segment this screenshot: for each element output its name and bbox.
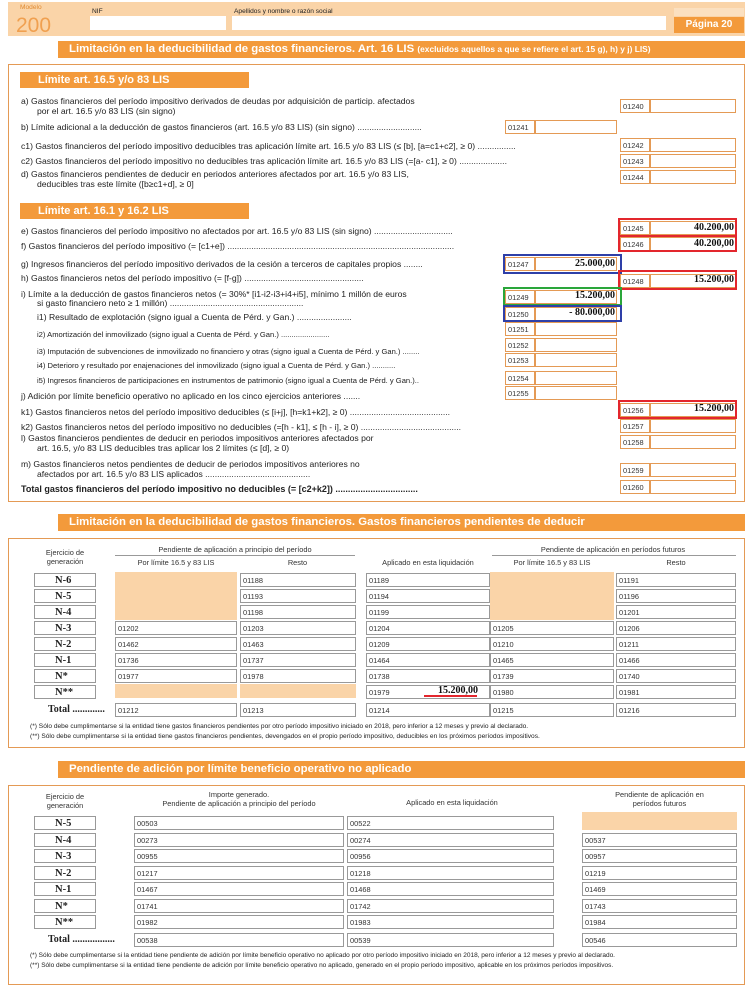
s3-cell-code: 01984 [585, 918, 606, 927]
row-b-text: b) Límite adicional a la deducción de gastos financieros (art. 16.5 y/o 83 LIS) (sin signo) ........................... [21, 122, 422, 132]
s3-cell-code: 01468 [350, 885, 371, 894]
s2-cell-code: 01738 [369, 672, 390, 681]
s2-cell[interactable] [366, 637, 490, 651]
row-j-text: j) Adición por límite beneficio operativo no aplicado en los cinco ejercicios anteriores ....... [21, 391, 361, 401]
s2-total-cell[interactable] [490, 703, 614, 717]
row-g-text: g) Ingresos financieros del período impositivo derivados de la cesión a terceros de capitales propios ........ [21, 259, 423, 269]
field-01241[interactable] [535, 120, 617, 134]
row-l-text-2: art. 16.5, y/o 83 LIS deducibles tras aplicar los 2 límites (≤ [d], ≥ 0) [37, 443, 290, 453]
s2-col-ejercicio [34, 549, 96, 566]
s2-cell[interactable] [490, 637, 614, 651]
s2-col-ejercicio-1: Ejercicio de [45, 548, 85, 557]
s3-row-label: N-3 [34, 849, 96, 863]
value-01256: 15.200,00 [694, 403, 734, 414]
code-01246: 01246 [620, 237, 650, 251]
code-01241: 01241 [505, 120, 535, 134]
code-01243: 01243 [620, 154, 650, 168]
highlight-01256 [618, 400, 737, 419]
s2-row-label: N* [34, 669, 96, 683]
s2-col-pend-futuros: Pendiente de aplicación en períodos futuros [540, 545, 686, 554]
s2-cell[interactable] [240, 589, 356, 603]
s2-row-label: N-1 [34, 653, 96, 667]
s3-note1: (*) Sólo debe cumplimentarse si la entidad tiene pendiente de adición por límite beneficio operativo no aplicado por otro período impositivo iniciado en 2018, pero inferior a 12 meses y previo al declarado. [30, 952, 615, 959]
s3-cell[interactable] [134, 882, 344, 896]
s2-cell[interactable] [366, 589, 490, 603]
code-01256: 01256 [620, 403, 650, 417]
s3-total-code: 00546 [585, 935, 606, 945]
code-01247: 01247 [505, 257, 535, 271]
page-badge: Página 20 [674, 17, 744, 33]
row-i5-text: i5) Ingresos financieros de participaciones en instrumentos de patrimonio (signo igual a Cuenta de Pérd. y Gan.).. [37, 376, 420, 385]
s2-row-label: N-2 [34, 637, 96, 651]
s2-row-label: N** [34, 685, 96, 699]
s3-cell-code: 00955 [137, 852, 158, 861]
highlight-01246 [618, 235, 737, 252]
s2-cell[interactable] [366, 605, 490, 619]
s2-shade-c1-nn [115, 684, 237, 698]
s2-cell-code: 01740 [619, 672, 640, 681]
s2-cell[interactable] [240, 621, 356, 635]
field-01240[interactable] [650, 99, 736, 113]
s2-cell[interactable] [616, 637, 736, 651]
s3-col-ejercicio [34, 793, 96, 810]
field-01258[interactable] [650, 435, 736, 449]
field-01242[interactable] [650, 138, 736, 152]
s3-col-pend-2: períodos futuros [632, 798, 687, 808]
row-k2-text: k2) Gastos financieros netos del período impositivo no deducibles (=[h - k1], ≤ [h - i], ≥ 0) .......................................... [21, 422, 462, 432]
section3-title: Pendiente de adición por límite beneficio operativo no aplicado [58, 761, 745, 778]
row-c1-text: c1) Gastos financieros del período impositivo deducibles tras aplicación límite art. 16.5 y/o 83 LIS (≤ [b], [a=c1+c2], ≥ 0) ................ [21, 141, 516, 151]
row-i-text: i) Límite a la deducción de gastos financieros netos (= 30%* [i1-i2-i3+i4+i5], mínimo 1 millón de euros [21, 289, 407, 299]
s3-cell[interactable] [582, 849, 737, 863]
s2-col-pend-principio: Pendiente de aplicación a principio del período [158, 545, 312, 554]
row-i4-text: i4) Deterioro y resultado por enajenaciones del inmovilizado (signo igual a Cuenta de Pérd. y Gan.) ........... [37, 361, 396, 370]
field-01255[interactable] [535, 386, 617, 400]
s2-col-resto2: Resto [666, 558, 686, 567]
field-01243[interactable] [650, 154, 736, 168]
s2-cell-code: 01202 [118, 624, 139, 633]
highlight-01248 [618, 270, 737, 290]
s3-row-label: N-2 [34, 866, 96, 880]
s2-col-pend-futuros-line [492, 555, 736, 556]
field-01257[interactable] [650, 419, 736, 433]
s2-total-code: 01215 [493, 706, 514, 715]
row-k1-text: k1) Gastos financieros netos del período impositivo deducibles (≤ [i+j], [h=k1+k2], ≥ 0) .......................................... [21, 407, 451, 417]
row-d-text: d) Gastos financieros pendientes de deducir en periodos anteriores afectados por art. 16.5 y/o 83 LIS, [21, 169, 409, 179]
s3-cell-code: 01469 [585, 885, 606, 894]
row-a-text-2: por el art. 16.5 y/o 83 LIS (sin signo) [37, 106, 176, 116]
s3-col-aplicado: Aplicado en esta liquidación [406, 798, 498, 807]
s2-total-label: Total ............. [48, 704, 105, 715]
s3-cell[interactable] [347, 866, 554, 880]
code-01242: 01242 [620, 138, 650, 152]
value-01249: 15.200,00 [575, 290, 615, 301]
s2-cell-code: 01189 [369, 576, 390, 585]
s2-cell-code: 01210 [493, 640, 514, 649]
s2-cell[interactable] [616, 589, 736, 603]
row-m-text-2: afectados por art. 16.5 y/o 83 LIS aplicados ............................................ [37, 469, 311, 479]
s2-total-code: 01216 [619, 706, 640, 715]
row-l-text: l) Gastos financieros pendientes de deducir en periodos impositivos anteriores afectados por [21, 433, 374, 443]
row-e-text: e) Gastos financieros del período impositivo no afectados por art. 16.5 y/o 83 LIS (sin signo) ................................. [21, 226, 453, 236]
s2-cell[interactable] [616, 621, 736, 635]
s3-cell-code: 01467 [137, 885, 158, 894]
s3-total-code: 00539 [350, 935, 371, 945]
modelo-label: Modelo [20, 4, 42, 11]
modelo-number: 200 [16, 14, 52, 37]
row-c2-text: c2) Gastos financieros del período impositivo no deducibles tras aplicación límite art. 16.5 y/o 83 LIS (=[a- c1], ≥ 0) .................... [21, 156, 507, 166]
s2-cell-code: 01739 [493, 672, 514, 681]
highlight-01247 [503, 254, 622, 274]
s2-cell[interactable] [616, 605, 736, 619]
field-01260[interactable] [650, 480, 736, 494]
s2-cell-code: 01203 [243, 624, 264, 633]
s2-cell[interactable] [240, 637, 356, 651]
s2-cell[interactable] [240, 573, 356, 587]
s3-cell-code: 01741 [137, 901, 158, 911]
nif-field[interactable] [90, 16, 226, 30]
s3-shade-top [582, 812, 737, 830]
section1-title-text: Limitación en la deducibilidad de gastos financieros. Art. 16 LIS [69, 43, 415, 55]
code-01251: 01251 [505, 322, 535, 336]
s3-cell[interactable] [347, 915, 554, 929]
s2-shade-c4-top [490, 572, 614, 620]
s2-cell-code: 01736 [118, 656, 139, 665]
s2-note2: (**) Sólo debe cumplimentarse si la entidad tiene gastos financieros pendientes, devengados en el propio período impositivo, deducibles en los próximos períodos impositivos. [30, 733, 540, 740]
s3-cell-code: 01217 [137, 868, 158, 878]
row-d-text-2: deducibles tras este límite ([b≥c1+d], ≥ 0] [37, 179, 194, 189]
s3-cell[interactable] [347, 849, 554, 863]
s2-cell[interactable] [366, 621, 490, 635]
section1-title [58, 41, 745, 58]
s2-cell-code: 01979 [369, 688, 390, 697]
s3-cell-code: 00274 [350, 835, 371, 845]
code-01249: 01249 [505, 290, 535, 304]
s3-row-label: N-5 [34, 816, 96, 830]
s3-cell[interactable] [582, 833, 737, 847]
s2-cell[interactable] [490, 669, 614, 683]
s2-total-cell[interactable] [115, 703, 237, 717]
s2-cell-code: 01204 [369, 624, 390, 633]
s3-row-label: N-1 [34, 882, 96, 896]
s3-total-cell[interactable] [347, 933, 554, 947]
s3-note2: (**) Sólo debe cumplimentarse si la entidad tiene pendiente de adición por límite beneficio operativo no aplicado, generado en el propio período impositivo, aplicable en los próximos períodos impositivos. [30, 962, 614, 969]
s2-cell[interactable] [616, 669, 736, 683]
s2-col-ejercicio-2: generación [46, 556, 84, 566]
s2-cell[interactable] [616, 653, 736, 667]
s3-cell-code: 01743 [585, 901, 606, 911]
s2-col-resto: Resto [287, 558, 308, 567]
s3-cell[interactable] [134, 833, 344, 847]
s3-cell-code: 00956 [350, 852, 371, 861]
row-i2-text: i2) Amortización del inmovilizado (signo igual a Cuenta de Pérd. y Gan.) ....................... [37, 330, 330, 339]
s3-col-importe [134, 791, 344, 808]
s3-cell[interactable] [582, 915, 737, 929]
s3-cell[interactable] [134, 849, 344, 863]
code-01245: 01245 [620, 221, 650, 235]
page-badge-top [674, 8, 744, 16]
s2-total-code: 01213 [243, 706, 264, 715]
s3-col-ejercicio-2: generación [46, 800, 84, 810]
s2-col-limite2: Por límite 16.5 y 83 LIS [513, 558, 591, 567]
s2-cell[interactable] [115, 669, 237, 683]
s3-cell[interactable] [134, 866, 344, 880]
s2-cell-code: 01191 [619, 576, 640, 585]
s2-cell[interactable] [240, 605, 356, 619]
s2-col-pend-principio-line [115, 555, 355, 556]
s2-cell-code: 01201 [619, 608, 640, 617]
s3-cell-code: 01982 [137, 918, 158, 927]
field-01253[interactable] [535, 353, 617, 367]
s2-row-label: N-5 [34, 589, 96, 603]
value-01245: 40.200,00 [694, 222, 734, 233]
s2-row-label: N-4 [34, 605, 96, 619]
s2-shade-c1-top [115, 572, 237, 620]
s2-cell-code: 01462 [118, 640, 139, 649]
s2-cell[interactable] [115, 653, 237, 667]
highlight-01249 [503, 287, 622, 306]
code-01248: 01248 [620, 274, 650, 288]
s2-cell[interactable] [490, 621, 614, 635]
s2-cell-code: 01463 [243, 640, 264, 649]
field-01254[interactable] [535, 371, 617, 385]
s3-total-cell[interactable] [134, 933, 344, 947]
s2-value-01979: 15.200,00 [438, 685, 478, 696]
s3-col-importe-1: Importe generado. [208, 790, 270, 799]
value-01248: 15.200,00 [694, 274, 734, 285]
s2-cell[interactable] [115, 621, 237, 635]
code-01258: 01258 [620, 435, 650, 449]
row-i-text-2: si gasto financiero neto ≥ 1 millón) ........................................................ [37, 298, 304, 308]
s3-cell-code: 01219 [585, 868, 606, 878]
name-field[interactable] [232, 16, 666, 30]
s3-cell-code: 00273 [137, 835, 158, 845]
s2-shade-c2-nn [240, 684, 356, 698]
s2-cell[interactable] [490, 653, 614, 667]
section2-title: Limitación en la deducibilidad de gastos financieros. Gastos financieros pendientes de deducir [58, 514, 745, 531]
s2-cell-code: 01980 [493, 688, 514, 697]
s3-cell[interactable] [134, 816, 344, 830]
s3-row-label: N** [34, 915, 96, 929]
s2-col-limite: Por límite 16.5 y 83 LIS [137, 558, 215, 567]
name-label: Apellidos y nombre o razón social [234, 8, 333, 15]
s2-cell-code: 01206 [619, 624, 640, 633]
s2-cell-code: 01981 [619, 688, 640, 697]
s3-row-label: N* [34, 899, 96, 913]
s2-cell-code: 01464 [369, 656, 390, 665]
s3-total-code: 00538 [137, 935, 158, 945]
s2-col-aplicado: Aplicado en esta liquidación [382, 558, 474, 567]
highlight-01250 [503, 305, 622, 322]
s2-row-label: N-3 [34, 621, 96, 635]
s3-cell-code: 00522 [350, 819, 371, 828]
row-total-text: Total gastos financieros del período impositivo no deducibles (= [c2+k2]) ................................. [21, 484, 418, 494]
s2-cell[interactable] [240, 669, 356, 683]
s3-cell[interactable] [347, 833, 554, 847]
s2-total-code: 01214 [369, 706, 390, 715]
field-01251[interactable] [535, 322, 617, 336]
s2-cell-code: 01465 [493, 656, 514, 665]
s3-cell[interactable] [347, 882, 554, 896]
s2-cell-code: 01196 [619, 592, 640, 601]
s3-cell[interactable] [134, 915, 344, 929]
code-01250: 01250 [505, 307, 535, 321]
s3-cell-code: 01983 [350, 918, 371, 927]
row-m-text: m) Gastos financieros netos pendientes de deducir de periodos impositivos anteriores no [21, 459, 360, 469]
row-i3-text: i3) Imputación de subvenciones de inmovilizado no financiero y otras (signo igual a Cuenta de Pérd. y Gan.) ........ [37, 347, 420, 356]
s3-cell[interactable] [134, 899, 344, 913]
s3-cell-code: 01742 [350, 901, 371, 911]
s2-cell-code: 01737 [243, 656, 264, 665]
s2-cell[interactable] [490, 685, 614, 699]
code-01254: 01254 [505, 371, 535, 385]
s3-cell-code: 01218 [350, 868, 371, 878]
s3-cell[interactable] [582, 866, 737, 880]
s2-cell-code: 01978 [243, 672, 264, 681]
s3-col-pend-1: Pendiente de aplicación en [615, 790, 704, 799]
s3-cell[interactable] [582, 899, 737, 913]
s2-cell-code: 01198 [243, 608, 264, 617]
field-01259[interactable] [650, 463, 736, 477]
s2-cell[interactable] [240, 653, 356, 667]
s2-cell[interactable] [366, 669, 490, 683]
row-h-text: h) Gastos financieros netos del período impositivo (= [f-g]) .................................................. [21, 273, 364, 283]
s3-col-ejercicio-1: Ejercicio de [45, 792, 85, 801]
s2-row-label: N-6 [34, 573, 96, 587]
s2-cell-code: 01211 [619, 640, 640, 649]
s3-col-importe-2: Pendiente de aplicación a principio del período [162, 798, 316, 808]
s2-cell-code: 01193 [243, 592, 264, 601]
s2-cell-code: 01466 [619, 656, 640, 665]
s3-total-cell[interactable] [582, 933, 737, 947]
code-01260: 01260 [620, 480, 650, 494]
s3-total-label: Total ................. [48, 933, 115, 945]
s2-total-code: 01212 [118, 706, 139, 715]
s2-total-cell[interactable] [240, 703, 356, 717]
s3-row-label: N-4 [34, 833, 96, 847]
code-01257: 01257 [620, 419, 650, 433]
value-01247: 25.000,00 [575, 258, 615, 269]
subsection-limite-16-5: Límite art. 16.5 y/o 83 LIS [20, 72, 249, 88]
subsection-limite-16-1: Límite art. 16.1 y 16.2 LIS [20, 203, 249, 219]
field-01252[interactable] [535, 338, 617, 352]
s3-cell[interactable] [582, 882, 737, 896]
s2-total-cell[interactable] [616, 703, 736, 717]
s2-cell[interactable] [616, 685, 736, 699]
s2-cell-code: 01194 [369, 592, 390, 601]
code-01255: 01255 [505, 386, 535, 400]
code-01259: 01259 [620, 463, 650, 477]
s3-col-pend [582, 791, 737, 808]
s2-cell[interactable] [366, 573, 490, 587]
field-01244[interactable] [650, 170, 736, 184]
value-01250: - 80.000,00 [569, 307, 615, 318]
row-i1-text: i1) Resultado de explotación (signo igual a Cuenta de Pérd. y Gan.) ....................... [37, 312, 352, 322]
s2-total-cell[interactable] [366, 703, 490, 717]
code-01240: 01240 [620, 99, 650, 113]
s3-cell-code: 00503 [137, 819, 158, 828]
nif-label: NIF [92, 8, 103, 15]
s2-cell[interactable] [616, 573, 736, 587]
s2-cell[interactable] [115, 637, 237, 651]
code-01244: 01244 [620, 170, 650, 184]
s2-note1: (*) Sólo debe cumplimentarse si la entidad tiene gastos financieros pendientes por otro período impositivo iniciado en 2018, pero inferior a 12 meses y previo al declarado. [30, 723, 529, 730]
s2-cell-code: 01977 [118, 672, 139, 681]
row-f-text: f) Gastos financieros del período impositivo (= [c1+e]) ............................................................................................... [21, 241, 455, 251]
value-01246: 40.200,00 [694, 238, 734, 249]
s3-cell-code: 00537 [585, 835, 606, 845]
s3-cell[interactable] [347, 899, 554, 913]
s2-underline [424, 695, 477, 697]
row-a-text: a) Gastos financieros del período impositivo derivados de deudas por adquisición de particip. afectados [21, 96, 415, 106]
s2-cell-code: 01199 [369, 608, 390, 617]
code-01253: 01253 [505, 353, 535, 367]
s2-cell[interactable] [366, 653, 490, 667]
s3-cell-code: 00957 [585, 852, 606, 861]
s2-cell-code: 01188 [243, 576, 264, 585]
s2-cell-code: 01205 [493, 624, 514, 633]
code-01252: 01252 [505, 338, 535, 352]
s2-cell-code: 01209 [369, 640, 390, 649]
section1-title-note: (excluidos aquellos a que se refiere el art. 15 g), h) y j) LIS) [417, 44, 651, 54]
s3-cell[interactable] [347, 816, 554, 830]
